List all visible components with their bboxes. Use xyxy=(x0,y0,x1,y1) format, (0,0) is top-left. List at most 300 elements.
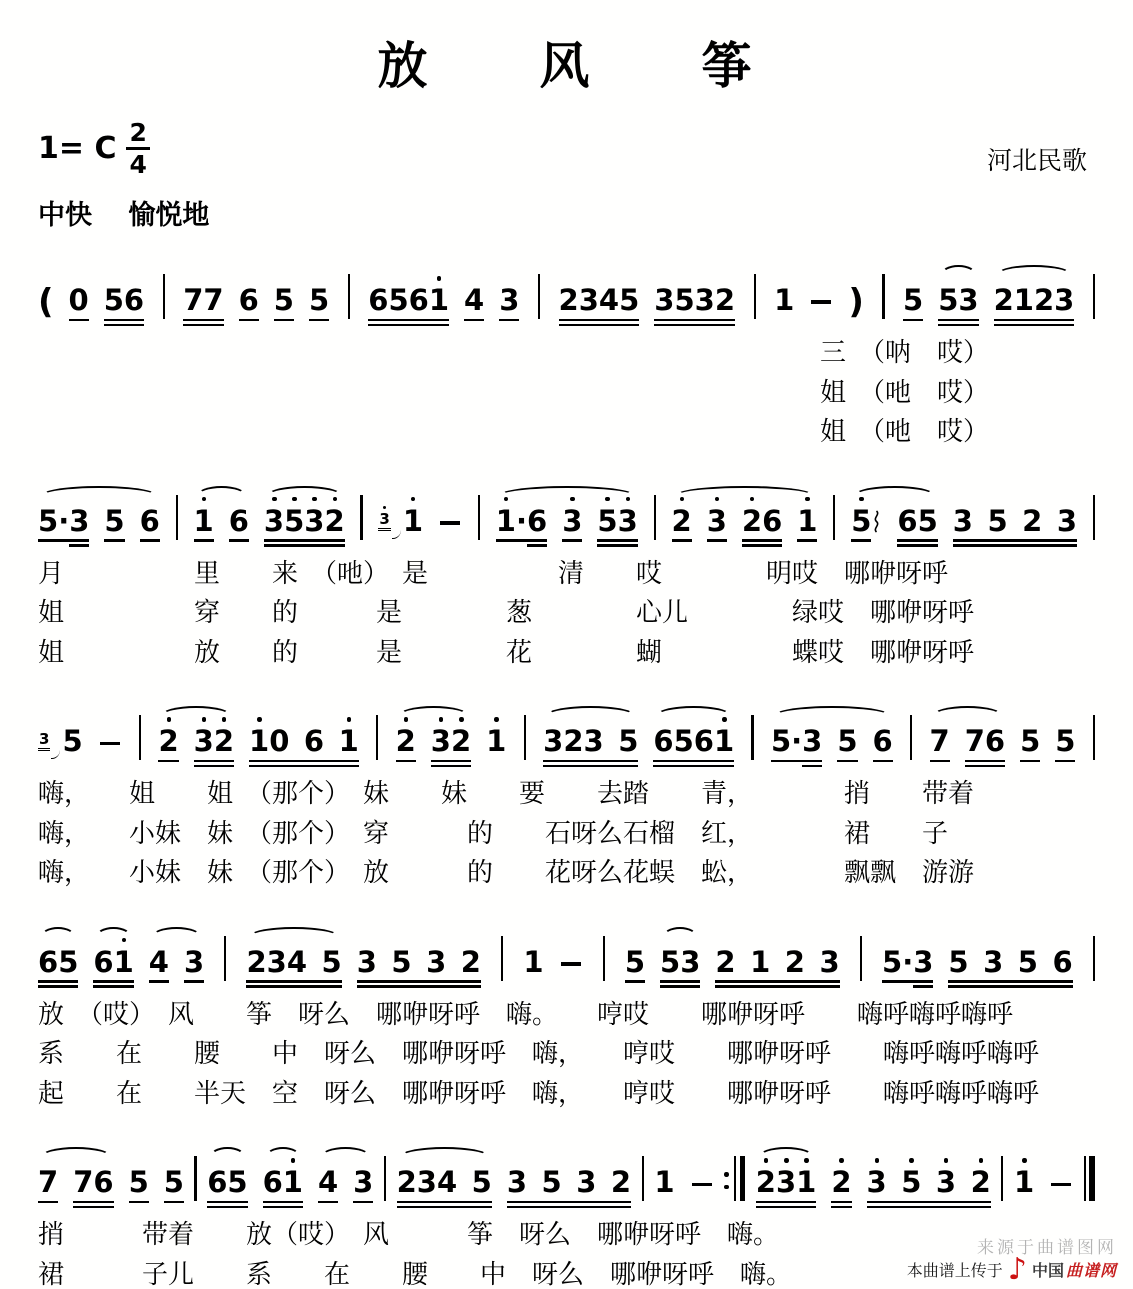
note-digit: 5 xyxy=(660,944,681,979)
beat-group xyxy=(558,283,736,328)
measure xyxy=(654,1165,713,1210)
note-group xyxy=(903,283,924,328)
note-seg xyxy=(543,724,639,769)
note-seg xyxy=(506,1165,632,1210)
beam-underline xyxy=(742,544,782,546)
beam-underline xyxy=(309,319,329,321)
note-seg xyxy=(139,503,160,549)
octave-dot xyxy=(1022,1158,1027,1163)
note-seg xyxy=(872,724,893,769)
duration-dash xyxy=(811,300,831,304)
note-digit: 3 xyxy=(426,944,447,979)
notation-line xyxy=(38,679,1095,775)
note-group xyxy=(148,944,169,990)
beam-underline xyxy=(264,539,345,541)
barline-bar xyxy=(384,1156,386,1201)
note-digit: 1 xyxy=(797,507,817,536)
note-seg xyxy=(308,283,330,328)
beam-underline xyxy=(897,544,937,546)
note-digit: 6 xyxy=(897,503,918,538)
note-digit: 3 xyxy=(431,727,451,756)
barline-thin xyxy=(910,715,912,760)
note-digit: 1 xyxy=(750,944,771,979)
beam-underline xyxy=(756,1201,817,1203)
note-digit: 2 xyxy=(714,283,736,317)
note-seg xyxy=(671,503,692,549)
octave-dot xyxy=(202,717,207,722)
note-digit: 5 xyxy=(103,283,124,317)
note-digit: 5 xyxy=(163,1165,184,1200)
beam-underline xyxy=(897,539,937,541)
note-group xyxy=(353,1165,374,1210)
beat-group xyxy=(903,283,924,328)
beam-underline xyxy=(431,760,471,762)
note-digit: 5 xyxy=(308,283,330,317)
beam-underline xyxy=(38,980,78,982)
treble-clef-icon: ♪ xyxy=(1007,1252,1027,1287)
note-digit: 3 xyxy=(353,1165,374,1200)
note-group xyxy=(755,1165,817,1210)
note-digit: · xyxy=(791,724,803,759)
beat-group xyxy=(952,503,1077,549)
note-digit: 3 xyxy=(576,1165,597,1200)
note-digit: 3 xyxy=(562,507,582,536)
note-digit: 3 xyxy=(654,283,675,317)
beam-underline xyxy=(38,985,78,987)
note-digit xyxy=(527,1168,542,1197)
note-digit: 6 xyxy=(653,724,674,759)
note-digit: 5 xyxy=(901,1168,921,1197)
lyric-row: 裙 子儿 系 在 腰 中 呀么 哪咿呀呼 嗨。 xyxy=(38,1259,793,1289)
note-seg xyxy=(952,503,1077,549)
note-digit: 5 xyxy=(104,503,125,538)
note-group xyxy=(952,503,1077,549)
barline-bar xyxy=(1093,495,1095,540)
source-watermark: 来源于曲谱图网 xyxy=(977,1238,1117,1258)
barline-thin xyxy=(1001,1156,1003,1201)
note-digit: 3 xyxy=(578,283,599,317)
note-digit: 3 xyxy=(416,1165,437,1200)
barline-bar xyxy=(860,936,862,981)
measure xyxy=(774,282,864,328)
slur-group xyxy=(193,503,249,549)
note-digit: 1 xyxy=(523,944,544,979)
note-digit: · xyxy=(515,503,527,538)
beam-underline xyxy=(948,980,1072,982)
slur-group xyxy=(317,1165,374,1210)
octave-dot xyxy=(715,497,720,502)
beat-group xyxy=(654,1165,713,1210)
barline-thin xyxy=(176,495,178,540)
lyric-row: 嗨， 小妹 妹 （那个） 穿 的 石呀么石榴 红， 裙 子 xyxy=(38,818,949,849)
note-group xyxy=(837,724,858,769)
note-digit xyxy=(1008,507,1023,536)
octave-dot xyxy=(944,1158,949,1163)
barline-thin xyxy=(1093,274,1095,319)
note-group xyxy=(263,503,345,549)
beam-underline xyxy=(353,1201,373,1203)
note-group xyxy=(356,944,481,990)
note-seg xyxy=(62,724,83,769)
note-group xyxy=(543,724,639,769)
beam-underline xyxy=(1020,760,1040,762)
note-seg xyxy=(68,283,89,328)
barline-thin xyxy=(751,715,753,760)
beam-underline xyxy=(913,980,933,982)
note-digit: 6 xyxy=(228,503,249,538)
site-name-dark: 中国 xyxy=(1031,1261,1064,1280)
note-digit: 1 xyxy=(194,507,214,536)
beam-underline xyxy=(69,544,89,546)
note-group xyxy=(774,283,795,328)
measure xyxy=(624,944,840,990)
note-seg xyxy=(903,283,924,328)
note-seg xyxy=(1014,1165,1035,1210)
beam-underline xyxy=(397,1201,492,1203)
octave-dot xyxy=(805,497,810,502)
note-group xyxy=(897,503,938,549)
barline-bar xyxy=(751,715,753,760)
beam-underline xyxy=(249,765,359,767)
beam-underline xyxy=(164,1201,184,1203)
note-digit: 2 xyxy=(324,507,344,536)
beam-underline xyxy=(93,980,133,982)
note-digit: 2 xyxy=(558,283,579,317)
note-digit: 2 xyxy=(563,724,584,759)
beam-underline xyxy=(930,760,950,762)
note-digit: 5 xyxy=(624,944,646,979)
beam-underline xyxy=(38,1201,58,1203)
barline-bar xyxy=(360,495,362,540)
octave-dot xyxy=(291,1158,296,1163)
note-seg xyxy=(770,724,803,769)
note-digit: 3 xyxy=(802,724,823,759)
beam-underline xyxy=(873,760,893,762)
beam-underline xyxy=(867,1206,991,1208)
barline-thin xyxy=(754,274,756,319)
beam-underline xyxy=(672,539,692,541)
barline-bar xyxy=(176,495,178,540)
barline-thin xyxy=(360,495,362,540)
note-group xyxy=(993,283,1075,328)
beam-underline xyxy=(994,324,1075,326)
barline-final xyxy=(1084,1156,1095,1201)
beam-underline xyxy=(660,980,700,982)
site-credit xyxy=(906,1252,1117,1287)
note-digit: 6 xyxy=(93,944,114,979)
beat-group xyxy=(831,1165,991,1210)
note-digit: 2 xyxy=(784,944,805,979)
note-digit: 3 xyxy=(983,944,1004,979)
beam-underline xyxy=(654,319,735,321)
note-seg xyxy=(38,503,70,549)
note-digit: 6 xyxy=(303,724,325,759)
note-digit: 3 xyxy=(583,724,604,759)
note-digit: 2 xyxy=(396,1165,417,1200)
note-seg xyxy=(396,1165,492,1210)
note-digit: 2 xyxy=(610,1165,632,1200)
barline-bar xyxy=(882,274,884,319)
barline-thin xyxy=(1093,715,1095,760)
beat-group xyxy=(1020,724,1076,769)
beam-underline xyxy=(496,539,527,541)
barline-thin xyxy=(654,495,656,540)
note-digit: 3 xyxy=(506,1165,527,1200)
note-seg xyxy=(183,944,205,990)
note-group xyxy=(38,503,90,549)
note-group xyxy=(506,1165,632,1210)
note-seg xyxy=(193,503,214,549)
note-digit: 6 xyxy=(262,1165,283,1200)
beam-underline xyxy=(263,1206,303,1208)
beam-underline xyxy=(368,319,449,321)
note-digit: 5 xyxy=(948,944,969,979)
note-digit xyxy=(596,1168,611,1197)
barline-thin xyxy=(194,1156,196,1201)
note-seg xyxy=(317,1165,339,1210)
note-digit: 4 xyxy=(317,1165,339,1200)
beam-underline xyxy=(797,539,817,541)
song-title: 放 风 筝 xyxy=(377,36,756,95)
measure xyxy=(193,503,345,549)
slur-group xyxy=(38,503,160,549)
note-digit: 1 xyxy=(496,507,516,536)
barline-thin xyxy=(603,936,605,981)
note-seg xyxy=(238,283,259,328)
note-seg xyxy=(774,283,795,328)
barline-bar xyxy=(654,495,656,540)
note-digit: 6 xyxy=(1052,944,1073,979)
barline-bar xyxy=(478,495,480,540)
slur-group xyxy=(993,283,1075,328)
barline-thin xyxy=(860,936,862,981)
beam-underline xyxy=(499,319,519,321)
note-seg xyxy=(158,724,179,769)
note-seg xyxy=(262,1165,303,1210)
note-seg xyxy=(395,724,416,769)
note-digit: 5 xyxy=(321,944,342,979)
beam-underline xyxy=(831,1201,851,1203)
note-digit: 6 xyxy=(38,944,59,979)
note-digit: 2 xyxy=(831,1168,851,1197)
note-digit: 5 xyxy=(128,1165,149,1200)
beam-underline xyxy=(938,324,978,326)
note-digit xyxy=(770,948,785,977)
note-group xyxy=(495,503,548,549)
note-digit: 5 xyxy=(673,724,694,759)
slur-group xyxy=(495,503,638,549)
note-group xyxy=(1014,1165,1035,1210)
note-digit: 2 xyxy=(971,1168,991,1197)
measure xyxy=(882,944,1073,990)
beam-underline xyxy=(69,319,89,321)
note-digit: 1 xyxy=(486,727,506,756)
barline-thin xyxy=(1084,1156,1086,1201)
beam-underline xyxy=(357,980,481,982)
note-digit: 2 xyxy=(672,507,692,536)
beam-underline xyxy=(831,1206,851,1208)
note-digit: 3 xyxy=(543,724,564,759)
lyric-row: 姐 放 的 是 花 蝴 蝶哎 哪咿呀呼 xyxy=(38,637,975,668)
slur-group xyxy=(671,503,818,549)
note-group xyxy=(831,1165,852,1210)
barline-bar xyxy=(603,936,605,981)
octave-dot xyxy=(411,497,416,502)
measure xyxy=(158,724,359,769)
note-seg xyxy=(353,1165,374,1210)
beam-underline xyxy=(274,319,294,321)
beam-underline xyxy=(104,319,144,321)
beam-underline xyxy=(93,985,133,987)
measure xyxy=(183,283,330,328)
note-digit: 3 xyxy=(266,944,287,979)
note-digit xyxy=(412,948,427,977)
note-digit: 6 xyxy=(123,283,145,317)
note-digit: 3 xyxy=(618,507,638,536)
notation-line xyxy=(38,900,1095,996)
measure xyxy=(38,282,145,328)
octave-dot xyxy=(333,497,338,502)
note-group xyxy=(273,283,294,328)
note-seg xyxy=(851,503,872,549)
beam-underline xyxy=(965,760,1005,762)
beam-underline xyxy=(837,760,857,762)
note-digit: 5 xyxy=(273,283,294,317)
note-digit: 2 xyxy=(1022,503,1043,538)
beam-underline xyxy=(207,1201,247,1203)
beam-underline xyxy=(903,319,923,321)
parenthesis: ( xyxy=(38,282,54,322)
beam-underline xyxy=(229,539,249,541)
slur-group xyxy=(93,944,134,990)
note-group xyxy=(228,503,249,549)
note-seg xyxy=(228,503,249,549)
octave-dot xyxy=(202,497,207,502)
slur-group xyxy=(38,1165,114,1210)
note-seg xyxy=(499,283,520,328)
note-digit: 3 xyxy=(304,507,324,536)
barline-thin xyxy=(642,1156,644,1201)
note-seg xyxy=(495,503,527,549)
octave-dot xyxy=(804,1158,809,1163)
note-digit: 1 xyxy=(283,1168,303,1197)
note-digit: 0 xyxy=(68,283,89,317)
note-digit: 2 xyxy=(451,727,471,756)
note-digit: 3 xyxy=(694,283,715,317)
note-group xyxy=(395,724,416,769)
note-digit: 6 xyxy=(207,1165,228,1200)
note-group xyxy=(158,724,179,769)
measure xyxy=(396,1165,632,1210)
barline-bar xyxy=(1001,1156,1003,1201)
note-group xyxy=(948,944,1073,990)
note-seg xyxy=(837,724,858,769)
beam-underline xyxy=(867,1201,991,1203)
note-digit: 3 xyxy=(936,1168,956,1197)
beam-underline xyxy=(802,765,822,767)
beat-group xyxy=(356,944,481,990)
beam-underline xyxy=(707,539,727,541)
note-digit: 4 xyxy=(598,283,620,317)
beam-underline xyxy=(73,1206,113,1208)
note-group xyxy=(207,1165,248,1210)
note-group xyxy=(597,503,638,549)
beam-underline xyxy=(543,765,638,767)
duration-dash xyxy=(100,742,120,746)
note-digit: 2 xyxy=(756,1168,776,1197)
beam-underline xyxy=(953,539,1077,541)
note-seg xyxy=(430,724,472,769)
barline-thin xyxy=(882,274,884,319)
note-digit: 1 xyxy=(403,507,423,536)
beam-underline xyxy=(318,1201,338,1203)
barline-bar xyxy=(501,936,503,981)
octave-dot xyxy=(570,497,575,502)
slur-group xyxy=(246,944,342,990)
note-digit xyxy=(377,948,392,977)
note-digit: 3 xyxy=(952,503,973,538)
note-digit: 2 xyxy=(396,727,416,756)
note-seg xyxy=(38,944,79,990)
octave-dot xyxy=(979,1158,984,1163)
note-group xyxy=(706,503,727,549)
note-digit: 5 xyxy=(471,1165,492,1200)
note-digit xyxy=(457,1168,472,1197)
note-digit: 3 xyxy=(867,1168,887,1197)
slur-group xyxy=(148,944,205,990)
note-digit: 5 xyxy=(619,283,640,317)
beam-underline xyxy=(264,544,345,546)
note-group xyxy=(183,944,205,990)
beam-underline xyxy=(149,980,169,982)
beam-underline xyxy=(913,985,933,987)
beat-group xyxy=(38,724,122,769)
beam-underline xyxy=(397,1206,492,1208)
note-digit: · xyxy=(58,503,70,538)
octave-dot xyxy=(167,717,172,722)
note-digit: 5 xyxy=(770,724,792,759)
barline-bar xyxy=(910,715,912,760)
slur-group xyxy=(158,724,234,769)
note-seg xyxy=(368,283,450,328)
note-digit: 1 xyxy=(339,727,359,756)
note-seg xyxy=(69,503,90,549)
note-group xyxy=(378,503,424,549)
measure xyxy=(903,283,1075,328)
barline-thin xyxy=(139,715,141,760)
note-digit: 2 xyxy=(158,727,178,756)
meta-row xyxy=(38,120,1095,177)
note-digit: 1 xyxy=(654,1165,675,1200)
grace-tie xyxy=(392,529,401,539)
barline-thin xyxy=(734,1156,736,1201)
beam-underline xyxy=(464,319,484,321)
measure xyxy=(770,724,893,769)
beam-underline xyxy=(543,760,638,762)
octave-dot xyxy=(605,497,610,502)
measure xyxy=(38,1165,184,1210)
note-digit xyxy=(289,727,304,756)
note-digit xyxy=(973,507,988,536)
note-digit: 5 xyxy=(597,507,617,536)
beat-group xyxy=(624,944,646,990)
beam-underline xyxy=(140,539,160,541)
note-digit: 5 xyxy=(1020,724,1041,759)
measure xyxy=(38,503,160,549)
note-group xyxy=(654,283,736,328)
beam-underline xyxy=(1055,760,1075,762)
note-seg xyxy=(128,1165,149,1210)
